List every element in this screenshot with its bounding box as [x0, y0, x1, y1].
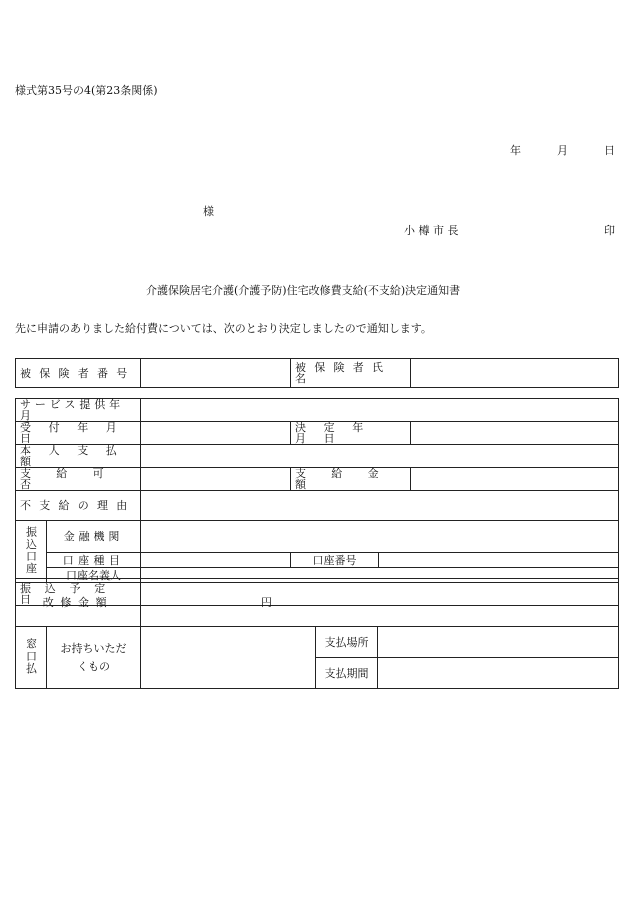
- account-type-field[interactable]: [141, 553, 291, 568]
- bring-items-label: [47, 627, 141, 689]
- pay-period-label: 支払期間: [316, 658, 378, 689]
- repair-amount-label: 改修金額: [16, 579, 141, 627]
- insured-name-field[interactable]: [411, 359, 619, 388]
- bring-items-text: お持ちいただくもの: [60, 641, 127, 673]
- transfer-account-label: 振込口座: [24, 526, 38, 575]
- decision-date-field[interactable]: [411, 422, 619, 445]
- payment-amount-field[interactable]: [411, 468, 619, 491]
- service-month-field[interactable]: [141, 399, 619, 422]
- document-title: 介護保険居宅介護(介護予防)住宅改修費支給(不支給)決定通知書: [146, 284, 461, 297]
- service-month-label: サービス提供年月: [16, 399, 141, 422]
- account-type-label: 口座種目: [47, 553, 141, 568]
- repair-amount-field[interactable]: [141, 579, 619, 627]
- reason-field[interactable]: [141, 491, 619, 521]
- bring-items-field[interactable]: [141, 627, 316, 689]
- date-day-label: 日: [604, 144, 615, 157]
- form-number: 様式第35号の4(第23条関係): [15, 84, 158, 97]
- intro-text: 先に申請のありました給付費については、次のとおり決定しましたので通知します。: [15, 322, 432, 335]
- account-number-label: 口座番号: [291, 553, 379, 568]
- pay-place-field[interactable]: [378, 627, 619, 658]
- payment-amount-label: 支給金額: [291, 468, 411, 491]
- date-year-label: 年: [510, 144, 521, 157]
- received-date-field[interactable]: [141, 422, 291, 445]
- addressee-suffix: 様: [203, 205, 214, 218]
- counter-pay-label: [16, 627, 47, 689]
- approval-field[interactable]: [141, 468, 291, 491]
- approval-label: 支給可否: [16, 468, 141, 491]
- reason-label: 不支給の理由: [16, 491, 141, 521]
- benefit-table: [15, 398, 619, 606]
- transfer-account-group-label: [16, 521, 47, 583]
- insured-name-label: 被保険者氏名: [291, 359, 411, 388]
- self-pay-field[interactable]: [141, 445, 619, 468]
- repair-table: [15, 578, 619, 689]
- seal-mark: 印: [604, 224, 615, 237]
- bank-field[interactable]: [141, 521, 619, 553]
- counter-pay-text: 窓口払: [24, 638, 38, 675]
- pay-period-field[interactable]: [378, 658, 619, 689]
- account-holder-label: 口座名義人: [47, 568, 141, 583]
- insured-number-field[interactable]: [141, 359, 291, 388]
- yen-unit: 円: [261, 596, 272, 609]
- account-number-field[interactable]: [379, 553, 619, 568]
- issuer-name: 小 樽 市 長: [404, 224, 459, 237]
- transfer-date-label: 振込予定日: [16, 583, 141, 606]
- date-month-label: 月: [557, 144, 568, 157]
- insured-number-label: 被保険者番号: [16, 359, 141, 388]
- decision-date-label: 決定年月日: [291, 422, 411, 445]
- insured-table: [15, 358, 619, 388]
- received-date-label: 受付年月日: [16, 422, 141, 445]
- bank-label: 金融機関: [47, 521, 141, 553]
- self-pay-label: 本人支払額: [16, 445, 141, 468]
- pay-place-label: 支払場所: [316, 627, 378, 658]
